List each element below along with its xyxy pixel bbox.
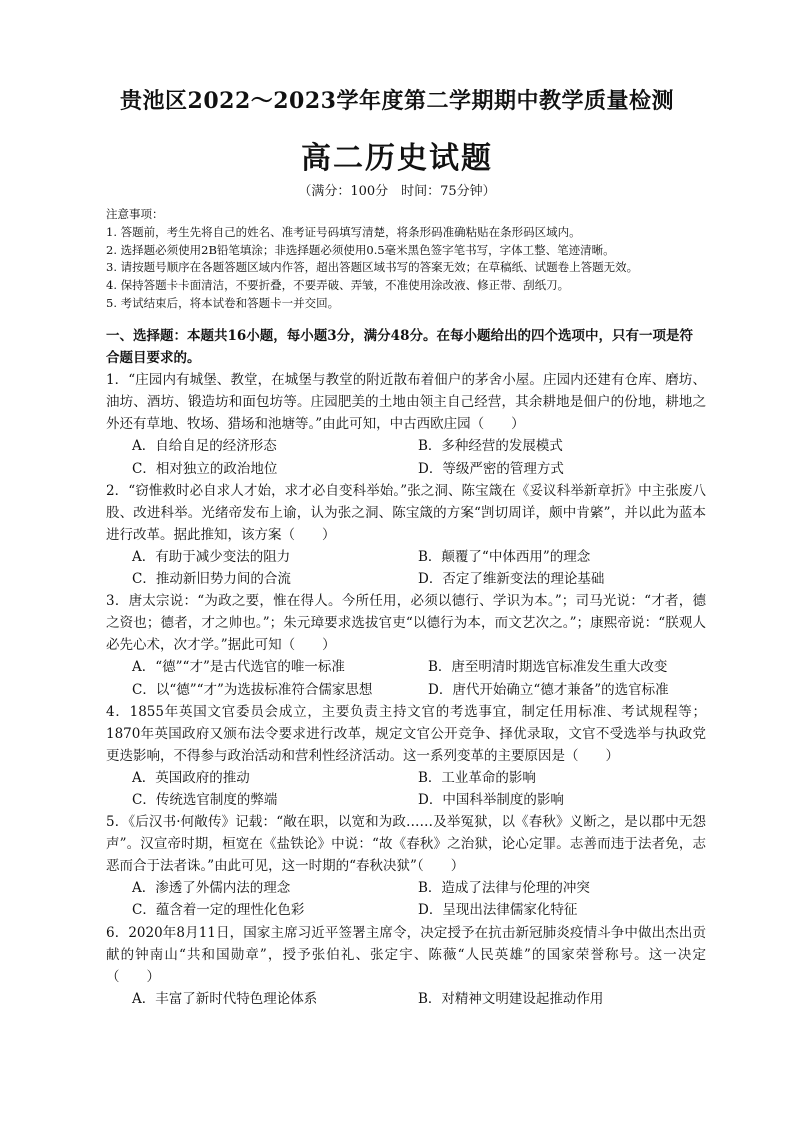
option-b: B．对精神文明建设起推动作用 xyxy=(418,990,604,1007)
question-stem: 4．1855年英国文官委员会成立，主要负责主持文官的考选事宜，制定任用标准、考试规程等；1870年英国政府又颁布法令要求进行改革，规定文官公开竞争、择优录取，文官不受选举与执政党更迭影响，不得参与政治活动和营利性经济活动。这一系列变革的主要原因是（ ） xyxy=(106,703,706,764)
notes-item: 3. 请按题号顺序在各题答题区域内作答，超出答题区域书写的答案无效；在草稿纸、试题卷上答题无效。 xyxy=(106,260,639,275)
question-5 xyxy=(106,811,706,921)
questions-area xyxy=(106,325,706,1010)
notes-heading: 注意事项： xyxy=(106,207,164,221)
option-a: A．渗透了外儒内法的理念 xyxy=(132,880,291,897)
option-a: A．英国政府的推动 xyxy=(132,769,250,786)
notes-item: 1. 答题前，考生先将自己的姓名、准考证号码填写清楚，将条形码准确粘贴在条形码区域内。 xyxy=(106,224,581,239)
options xyxy=(106,435,706,479)
option-b: B．颠覆了“中体西用”的理念 xyxy=(418,548,591,565)
exam-title: 贵池区2022～2023学年度第二学期期中教学质量检测 xyxy=(120,88,674,114)
option-c: C．蕴含着一定的理性化色彩 xyxy=(132,902,305,919)
option-a: A．有助于减少变法的阻力 xyxy=(132,548,291,565)
question-stem: 5．《后汉书·何敞传》记载：“敞在职，以宽和为政……及举冤狱，以《春秋》义断之，是以郡中无怨声”。汉宣帝时期，桓宽在《盐铁论》中说：“故《春秋》之治狱，论心定罪。志善而违于法者免，志恶而合于法者诛。”由此可见，这一时期的“春秋决狱”（ ） xyxy=(106,814,706,875)
notes-block xyxy=(106,206,726,313)
question-6 xyxy=(106,922,706,1010)
option-c: C．传统选官制度的弊端 xyxy=(132,791,278,808)
option-b: B．造成了法律与伦理的冲突 xyxy=(418,880,590,897)
question-1 xyxy=(106,369,706,479)
question-stem: 6．2020年8月11日，国家主席习近平签署主席令，决定授予在抗击新冠肺炎疫情斗争中做出杰出贡献的钟南山“共和国勋章”，授予张伯礼、张定宇、陈薇“人民英雄”的国家荣誉称号。这一决定（ ） xyxy=(106,924,706,985)
option-d: D．等级严密的管理方式 xyxy=(418,460,564,477)
option-b: B．唐至明清时期选官标准发生重大改变 xyxy=(428,659,668,676)
question-3 xyxy=(106,590,706,700)
option-a: A．自给自足的经济形态 xyxy=(132,438,277,455)
subject-title: 高二历史试题 xyxy=(301,141,493,176)
options xyxy=(106,988,706,1010)
option-a: A．“德”“才”是古代选官的唯一标准 xyxy=(132,659,345,676)
question-stem: 2．“窃惟救时必自求人才始，求才必自变科举始。”张之洞、陈宝箴在《妥议科举新章折》中主张废八股、改进科举。光绪帝发布上谕，认为张之洞、陈宝箴的方案“剀切周详，颇中肯綮”，并以此为蓝本进行改革。据此推知，该方案（ ） xyxy=(106,482,706,543)
exam-meta: （满分：100分 时间：75分钟） xyxy=(298,184,496,199)
options xyxy=(106,877,706,921)
notes-item: 2. 选择题必须使用2B铅笔填涂；非选择题必须使用0.5毫米黑色签字笔书写，字体工整、笔迹清晰。 xyxy=(106,242,615,257)
options xyxy=(106,767,706,811)
option-b: B．工业革命的影响 xyxy=(418,769,536,786)
question-stem: 1．“庄园内有城堡、教堂，在城堡与教堂的附近散布着佃户的茅舍小屋。庄园内还建有仓库、磨坊、油坊、酒坊、锻造坊和面包坊等。庄园肥美的土地由领主自己经营，其余耕地是佃户的份地，耕地之外还有草地、牧场、猎场和池塘等。”由此可知，中古西欧庄园（ ） xyxy=(106,372,706,433)
option-c: C．相对独立的政治地位 xyxy=(132,460,278,477)
section-heading: 一、选择题：本题共16小题，每小题3分，满分48分。在每小题给出的四个选项中，只有一项是符合题目要求的。 xyxy=(106,328,693,367)
options xyxy=(106,656,706,700)
option-d: D．否定了维新变法的理论基础 xyxy=(418,571,605,588)
option-b: B．多种经营的发展模式 xyxy=(418,438,563,455)
notes-item: 4. 保持答题卡卡面清洁，不要折叠，不要弄破、弄皱，不准使用涂改液、修正带、刮纸刀。 xyxy=(106,278,570,293)
question-4 xyxy=(106,701,706,811)
option-a: A．丰富了新时代特色理论体系 xyxy=(132,990,318,1007)
notes-item: 5. 考试结束后，将本试卷和答题卡一并交回。 xyxy=(106,295,340,310)
option-d: D．中国科举制度的影响 xyxy=(418,791,564,808)
option-d: D．唐代开始确立“德才兼备”的选官标准 xyxy=(428,681,669,698)
option-c: C．以“德”“才”为选拔标准符合儒家思想 xyxy=(132,681,373,698)
option-d: D．呈现出法律儒家化特征 xyxy=(418,902,578,919)
option-c: C．推动新旧势力间的合流 xyxy=(132,571,291,588)
question-2 xyxy=(106,480,706,590)
question-stem: 3．唐太宗说：“为政之要，惟在得人。今所任用，必须以德行、学识为本。”；司马光说：“才者，德之资也；德者，才之帅也。”；朱元璋要求选拔官吏“以德行为本，而文艺次之。”；康熙帝说：“朕观人必先心术，次才学。”据此可知（ ） xyxy=(106,593,706,654)
options xyxy=(106,546,706,590)
